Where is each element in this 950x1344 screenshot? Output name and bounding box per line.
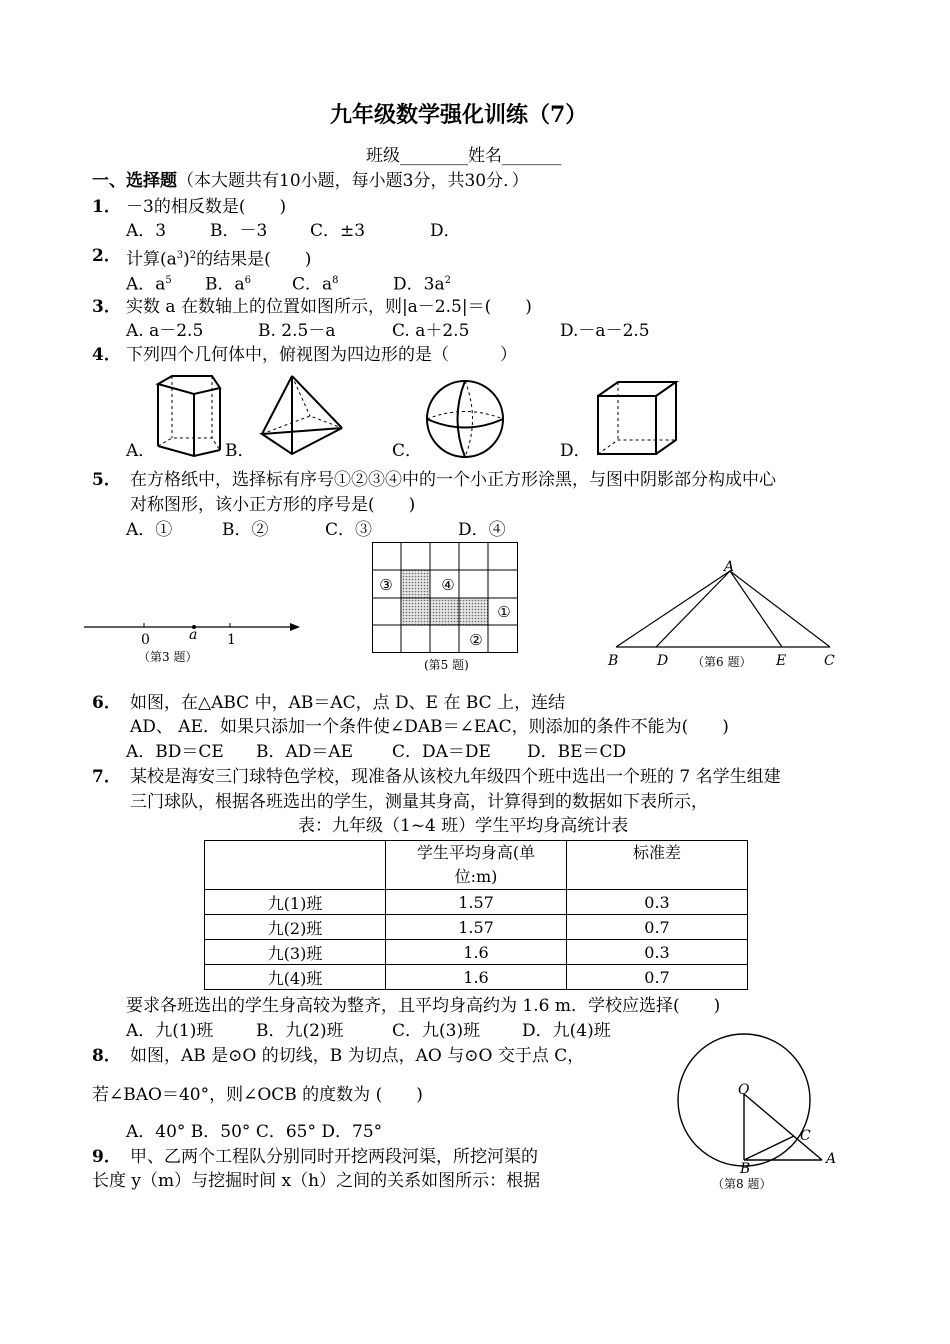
q8-options: A．40° B．50° C．65° D．75°: [126, 1122, 383, 1142]
q2-option-d: D．$3a^2$: [393, 274, 451, 295]
table-row: [205, 965, 748, 990]
q9-number: 9．: [92, 1147, 121, 1167]
header-cell: [205, 841, 386, 890]
point-label-c: C: [824, 653, 835, 669]
q4-option-a: A．: [126, 441, 156, 461]
q2-stem: 计算$(a^3)^2$的结果是( ): [126, 249, 312, 270]
q6-option-b: B．AD＝AE: [256, 742, 354, 762]
q7-line2: 三门球队，根据各班选出的学生，测量其身高，计算得到的数据如下表所示，: [130, 792, 708, 812]
q5-option-c: C．③: [325, 520, 373, 540]
q6-option-a: A．BD＝CE: [126, 742, 224, 762]
table-row: [205, 890, 748, 915]
shaded-cell: [401, 598, 488, 625]
section-note: （本大题共有10小题，每小题3分，共30分．）: [177, 171, 529, 191]
q2-option-a: A．$a^5$: [126, 274, 172, 295]
q4-option-b: B．: [225, 441, 255, 461]
grid-label-1: ①: [497, 603, 511, 621]
point-label-c: C: [800, 1128, 811, 1144]
section-heading: [92, 170, 529, 192]
q4-option-c: C．: [392, 441, 423, 461]
section-title: 一、选择题: [92, 171, 177, 191]
table-cell: 九(2)班: [205, 915, 386, 940]
q2-number: 2．: [92, 246, 121, 266]
q7-table-caption: 表：九年级（1~4 班）学生平均身高统计表: [298, 816, 629, 836]
q7-option-b: B．九(2)班: [256, 1021, 344, 1041]
page-title: 九年级数学强化训练（7）: [330, 102, 588, 128]
table-cell: 0.3: [567, 940, 748, 965]
q3-option-a: A. a－2.5: [126, 321, 204, 341]
grid-label-2: ②: [469, 631, 483, 649]
table-cell: 0.7: [567, 915, 748, 940]
q3-number: 3．: [92, 297, 121, 317]
q5-option-d: D．④: [458, 520, 506, 540]
table-row: [205, 940, 748, 965]
q6-option-d: D．BE＝CD: [527, 742, 627, 762]
table-cell: 1.57: [386, 915, 567, 940]
table-cell: 1.57: [386, 890, 567, 915]
height-stats-table: [204, 840, 748, 990]
q5-option-a: A．①: [126, 520, 173, 540]
q5-grid-figure: [372, 542, 520, 658]
point-label-e: E: [776, 653, 787, 669]
q2-option-b: B．$a^6$: [205, 274, 252, 295]
q7-number: 7．: [92, 767, 121, 787]
q6-line2: AD、 AE．如果只添加一个条件使∠DAB＝∠EAC，则添加的条件不能为( ): [130, 717, 729, 737]
fig5-caption: (第5 题): [424, 658, 469, 672]
sphere-figure: [422, 376, 508, 462]
fig8-caption: （第8 题）: [712, 1177, 772, 1191]
q6-number: 6．: [92, 693, 121, 713]
q1-option-c: C．±3: [310, 221, 366, 241]
q8-line1: 如图，AB 是⊙O 的切线，B 为切点，AO 与⊙O 交于点 C，: [130, 1046, 585, 1066]
grid-label-4: ④: [441, 576, 455, 594]
q3-stem: 实数 a 在数轴上的位置如图所示，则|a－2.5|＝( ): [126, 297, 532, 317]
tick-1: 1: [227, 632, 236, 648]
q3-option-c: C. a＋2.5: [392, 321, 470, 341]
q7-line1: 某校是海安三门球特色学校，现准备从该校九年级四个班中选出一个班的 7 名学生组建: [130, 767, 781, 787]
header-cell: 学生平均身高(单 位:m): [386, 841, 567, 890]
q9-line1: 甲、乙两个工程队分别同时开挖两段河渠，所挖河渠的: [130, 1147, 538, 1167]
fig6-caption: （第6 题）: [692, 655, 752, 669]
q5-stem-line2: 对称图形，该小正方形的序号是( ): [130, 495, 416, 515]
table-cell: 九(4)班: [205, 965, 386, 990]
cube-figure: [594, 378, 680, 458]
point-label-b: B: [608, 653, 619, 669]
point-label-b: B: [740, 1161, 751, 1177]
q7-option-d: D．九(4)班: [522, 1021, 611, 1041]
point-label-a: A: [826, 1151, 837, 1167]
table-cell: 0.3: [567, 890, 748, 915]
fig3-caption: （第3 题）: [138, 650, 198, 664]
q5-number: 5．: [92, 470, 121, 490]
q2-option-c: C．$a^8$: [292, 274, 339, 295]
table-cell: 1.6: [386, 940, 567, 965]
q1-stem: －3的相反数是( ): [126, 197, 287, 217]
point-label-d: D: [657, 653, 669, 669]
q6-line1: 如图，在△ABC 中，AB＝AC，点 D、E 在 BC 上，连结: [130, 693, 566, 713]
tick-0: 0: [141, 632, 150, 648]
table-row: [205, 915, 748, 940]
table-cell: 九(3)班: [205, 940, 386, 965]
q8-line2: 若∠BAO＝40°，则∠OCB 的度数为 ( ): [92, 1085, 423, 1105]
table-cell: 0.7: [567, 965, 748, 990]
q3-option-d: D.－a－2.5: [560, 321, 650, 341]
q4-number: 4．: [92, 345, 121, 365]
header-cell: 标准差: [567, 841, 748, 890]
grid-label-3: ③: [379, 576, 393, 594]
q1-option-b: B．－3: [210, 221, 268, 241]
table-cell: 1.6: [386, 965, 567, 990]
q1-option-a: A．3: [126, 221, 167, 241]
q4-stem: 下列四个几何体中，俯视图为四边形的是（ ）: [126, 345, 517, 365]
q1-option-d: D．: [430, 221, 461, 241]
point-label-a: A: [724, 559, 735, 575]
pyramid-figure: [258, 372, 348, 458]
q3-option-b: B. 2.5－a: [258, 321, 336, 341]
q8-number: 8．: [92, 1046, 121, 1066]
q7-option-a: A．九(1)班: [126, 1021, 214, 1041]
point-label-o: O: [738, 1082, 750, 1098]
q1-number: 1．: [92, 197, 121, 217]
q5-stem-line1: 在方格纸中，选择标有序号①②③④中的一个小正方形涂黑，与图中阴影部分构成中心: [130, 470, 776, 490]
q4-option-d: D．: [560, 441, 591, 461]
tick-a: a: [189, 627, 198, 643]
q7-ask: 要求各班选出的学生身高较为整齐，且平均身高约为 1.6 m．学校应选择( ): [126, 996, 721, 1016]
number-line-figure: [84, 618, 304, 648]
table-header-row: [205, 841, 748, 890]
q6-option-c: C．DA＝DE: [392, 742, 491, 762]
q7-option-c: C．九(3)班: [392, 1021, 481, 1041]
pentagonal-prism-figure: [150, 372, 230, 458]
q5-option-b: B．②: [222, 520, 269, 540]
class-name-line: 班级________姓名_______: [366, 146, 562, 166]
shaded-cell: [401, 570, 430, 598]
circle-tangent-figure: [676, 1036, 846, 1196]
table-cell: 九(1)班: [205, 890, 386, 915]
q9-line2: 长度 y（m）与挖掘时间 x（h）之间的关系如图所示：根据: [92, 1171, 541, 1191]
